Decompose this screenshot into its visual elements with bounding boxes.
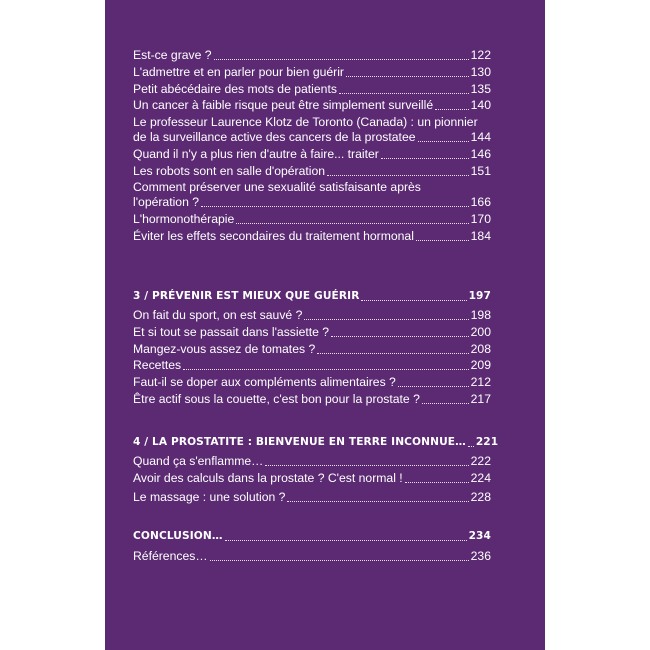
- leader-dots: [422, 403, 469, 404]
- toc-entry: [133, 308, 491, 323]
- leader-dots: [361, 300, 466, 301]
- conclusion-title: CONCLUSION…: [133, 530, 223, 543]
- toc-entry-title: Éviter les effets secondaires du traitement hormonal: [133, 228, 414, 243]
- toc-entry: [133, 81, 491, 96]
- leader-dots: [381, 158, 469, 159]
- toc-entry-title: Être actif sous la couette, c'est bon pour la prostate ?: [133, 391, 420, 406]
- toc-entry-page: 208: [470, 341, 491, 356]
- references-page: 236: [470, 549, 491, 564]
- leader-dots: [435, 109, 469, 110]
- toc-entry-title: Avoir des calculs dans la prostate ? C'est normal !: [133, 471, 403, 486]
- toc-block-chapter-4: [133, 435, 499, 507]
- toc-entry-title-line1: Comment préserver une sexualité satisfaisante après: [133, 180, 421, 194]
- chapter-heading-title: 3 / PRÉVENIR EST MIEUX QUE GUÉRIR: [133, 290, 360, 303]
- toc-entry-page: 166: [470, 195, 491, 210]
- toc-entry-page: 151: [470, 163, 491, 178]
- toc-entry-title: Le massage : une solution ?: [133, 490, 286, 505]
- references-entry: [133, 549, 491, 564]
- toc-entry: [133, 65, 491, 80]
- toc-entry-title-line2: de la surveillance active des cancers de la prostatee: [133, 130, 416, 145]
- toc-entry-title: On fait du sport, on est sauvé ?: [133, 308, 303, 323]
- toc-entry: [133, 325, 491, 340]
- toc-entry: [133, 163, 491, 178]
- chapter-heading: [133, 289, 491, 304]
- toc-entry-title: Recettes: [133, 358, 182, 373]
- toc-entry-title: Les robots sont en salle d'opération: [133, 163, 326, 178]
- leader-dots: [214, 59, 469, 60]
- toc-entry: [133, 342, 491, 357]
- leader-dots: [317, 353, 468, 354]
- toc-entry-title: Est-ce grave ?: [133, 48, 212, 63]
- leader-dots: [236, 223, 468, 224]
- toc-entry-page: 135: [470, 81, 491, 96]
- toc-entry-title: Petit abécédaire des mots de patients: [133, 81, 337, 96]
- leader-dots: [418, 141, 469, 142]
- leader-dots: [183, 369, 469, 370]
- toc-entry: [133, 229, 491, 244]
- toc-entry: [133, 392, 491, 407]
- toc-entry-title-line1: Le professeur Laurence Klotz de Toronto (Canada) : un pionnier: [133, 114, 478, 129]
- leader-dots: [304, 319, 468, 320]
- toc-entry: [133, 358, 491, 373]
- conclusion-heading: [133, 529, 491, 544]
- toc-entry-page: 140: [470, 98, 491, 113]
- toc-entry-page: 184: [470, 228, 491, 243]
- toc-entry-title: Un cancer à faible risque peut être simplement surveillé: [133, 98, 434, 113]
- toc-entry: [133, 454, 491, 469]
- leader-dots: [339, 93, 469, 94]
- toc-block-chapter-3: [133, 289, 491, 408]
- leader-dots: [265, 465, 468, 466]
- toc-entry-page: 209: [470, 358, 491, 373]
- toc-entry: [133, 130, 491, 145]
- toc-entry-title: Mangez-vous assez de tomates ?: [133, 341, 316, 356]
- leader-dots: [398, 386, 469, 387]
- leader-dots: [210, 560, 469, 561]
- toc-entry-page: 198: [470, 308, 491, 323]
- leader-dots: [468, 446, 474, 447]
- toc-entry-page: 212: [470, 375, 491, 390]
- references-title: Références…: [133, 549, 208, 564]
- toc-block-end: [133, 529, 491, 566]
- toc-entry: [133, 212, 491, 227]
- toc-entry-page: 200: [470, 325, 491, 340]
- toc-entry: [133, 490, 491, 505]
- chapter-heading: [133, 435, 499, 450]
- toc-page: [105, 0, 545, 650]
- toc-entry-title: L'admettre et en parler pour bien guérir: [133, 64, 344, 79]
- toc-entry-title: Quand il n'y a plus rien d'autre à faire... traiter: [133, 146, 379, 161]
- chapter-heading-title: 4 / LA PROSTATITE : BIENVENUE EN TERRE INCONNUE…: [133, 436, 466, 449]
- chapter-heading-page: 221: [475, 436, 499, 449]
- toc-entry: [133, 195, 491, 210]
- toc-block-chapter-2: [133, 48, 491, 245]
- leader-dots: [327, 175, 469, 176]
- conclusion-page: 234: [468, 530, 491, 543]
- leader-dots: [225, 540, 467, 541]
- toc-entry-title: Faut-il se doper aux compléments alimentaires ?: [133, 375, 396, 390]
- chapter-heading-page: 197: [468, 290, 491, 303]
- toc-entry-page: 228: [470, 490, 491, 505]
- leader-dots: [416, 240, 469, 241]
- leader-dots: [201, 206, 469, 207]
- toc-entry-title-line2: l'opération ?: [133, 195, 200, 210]
- toc-entry: [133, 48, 491, 63]
- toc-entry: [133, 471, 491, 486]
- toc-entry: [133, 375, 491, 390]
- toc-entry-title: Et si tout se passait dans l'assiette ?: [133, 325, 330, 340]
- toc-entry: [133, 147, 491, 162]
- toc-entry: [133, 98, 491, 113]
- toc-entry-title: Quand ça s'enflamme…: [133, 454, 264, 469]
- toc-entry-page: 222: [470, 454, 491, 469]
- toc-entry-page: 130: [470, 64, 491, 79]
- leader-dots: [405, 482, 469, 483]
- toc-entry-page: 144: [470, 130, 491, 145]
- toc-entry-page: 170: [470, 212, 491, 227]
- leader-dots: [287, 501, 468, 502]
- toc-entry-page: 217: [470, 391, 491, 406]
- toc-entry-page: 122: [470, 48, 491, 63]
- toc-entry-page: 224: [470, 471, 491, 486]
- leader-dots: [346, 76, 469, 77]
- toc-entry-title: L'hormonothérapie: [133, 212, 235, 227]
- leader-dots: [331, 336, 469, 337]
- toc-entry-page: 146: [470, 146, 491, 161]
